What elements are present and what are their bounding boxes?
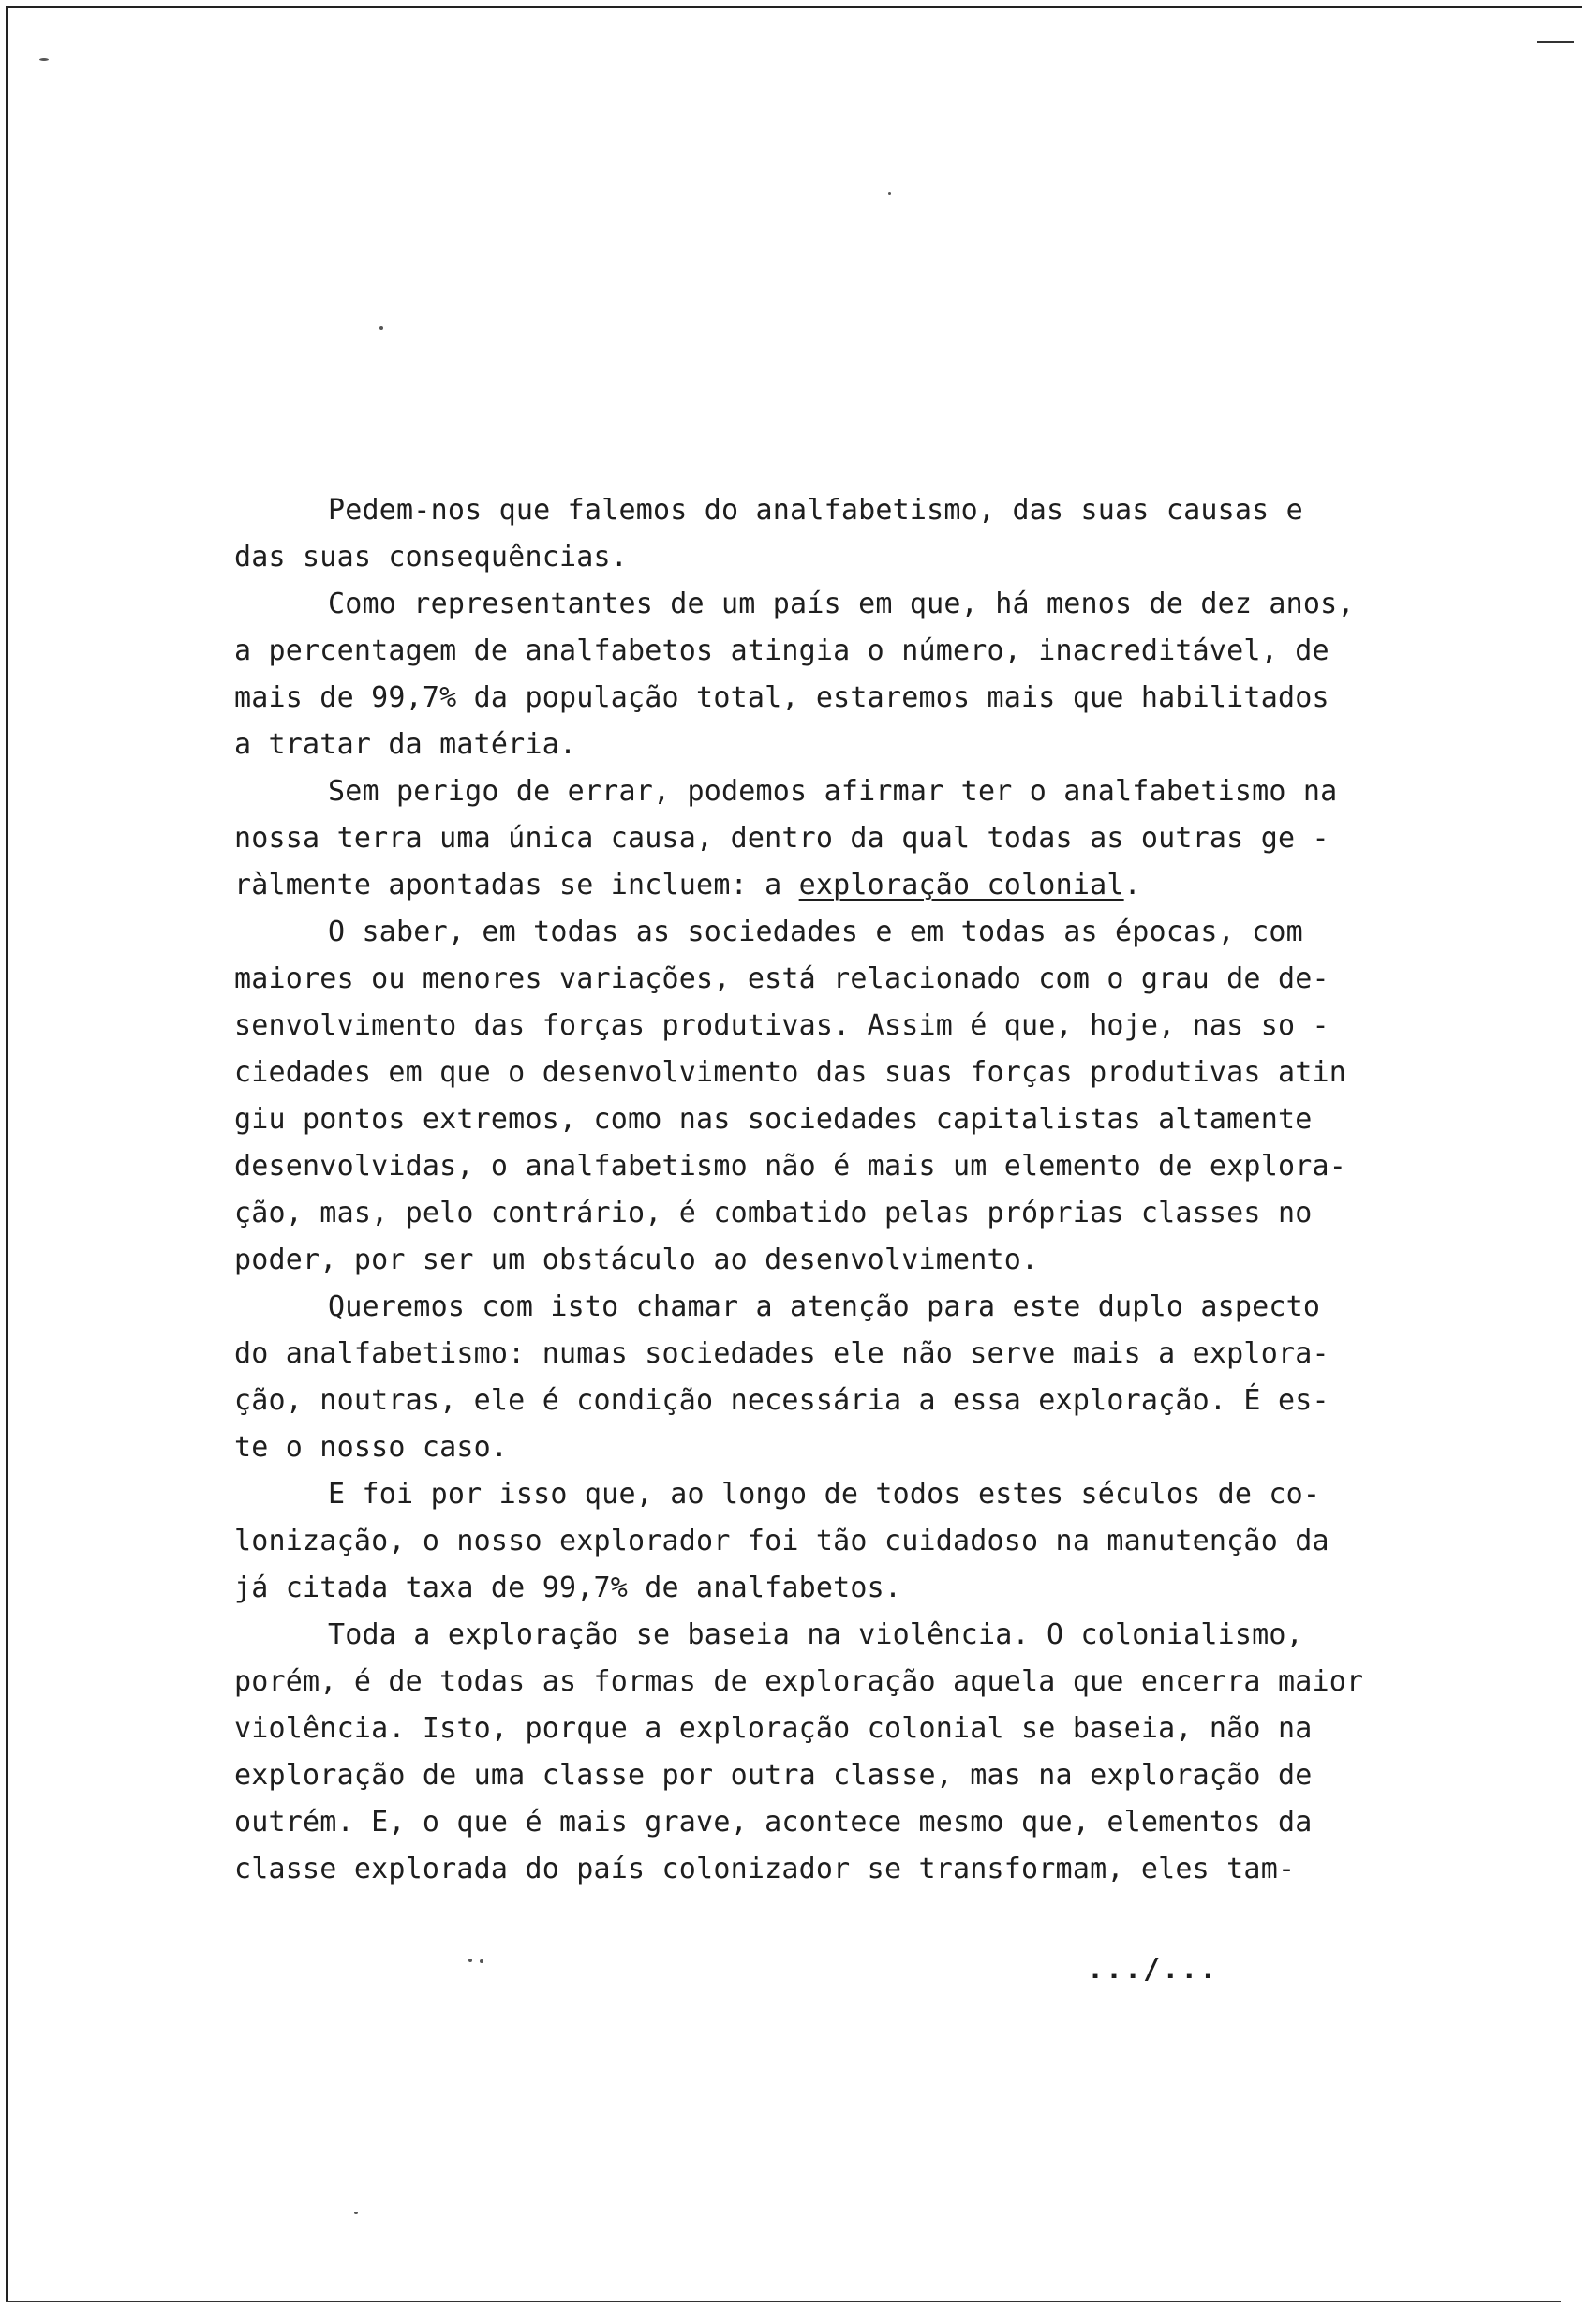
line-text: a percentagem de analfabetos atingia o número, inacreditável, de xyxy=(234,634,1329,667)
line-text: Como representantes de um país em que, há menos de dez anos, xyxy=(328,588,1355,620)
text-line xyxy=(234,534,1494,581)
scan-speck xyxy=(888,192,891,195)
line-text: desenvolvidas, o analfabetismo não é mais um elemento de explora- xyxy=(234,1150,1346,1183)
underlined-phrase: exploração colonial xyxy=(798,869,1124,901)
text-line xyxy=(234,1050,1494,1096)
line-text: E foi por isso que, ao longo de todos estes séculos de co- xyxy=(328,1478,1321,1511)
scan-speck xyxy=(354,2212,358,2214)
text-line xyxy=(234,1378,1494,1424)
text-line xyxy=(234,1003,1494,1050)
page-border-bottom xyxy=(6,2301,1561,2302)
line-text: nossa terra uma única causa, dentro da qual todas as outras ge - xyxy=(234,822,1329,855)
line-text: ràlmente apontadas se incluem: a xyxy=(234,869,799,901)
line-text: a tratar da matéria. xyxy=(234,728,577,761)
text-line xyxy=(234,1752,1494,1799)
text-line xyxy=(234,815,1494,862)
line-text: senvolvimento das forças produtivas. Assim é que, hoje, nas so - xyxy=(234,1009,1329,1042)
document-body xyxy=(234,487,1494,1893)
page-border-top xyxy=(7,6,1582,8)
line-text: maiores ou menores variações, está relacionado com o grau de de- xyxy=(234,962,1329,995)
line-text: classe explorada do país colonizador se transformam, eles tam- xyxy=(234,1853,1296,1885)
line-text-end: . xyxy=(1123,869,1141,901)
text-line xyxy=(234,1612,1494,1659)
text-line xyxy=(234,581,1494,628)
text-line xyxy=(234,909,1494,956)
scan-speck xyxy=(480,1959,483,1963)
text-line xyxy=(234,1284,1494,1331)
line-text: porém, é de todas as formas de exploração aquela que encerra maior xyxy=(234,1665,1364,1698)
line-text: Sem perigo de errar, podemos afirmar ter o analfabetismo na xyxy=(328,775,1338,808)
page-border-left xyxy=(6,6,8,2302)
scan-speck xyxy=(468,1959,472,1962)
text-line xyxy=(234,1659,1494,1706)
scan-speck xyxy=(39,58,49,61)
text-line xyxy=(234,956,1494,1003)
line-text: te o nosso caso. xyxy=(234,1431,509,1464)
text-line xyxy=(234,1799,1494,1846)
text-line xyxy=(234,1190,1494,1237)
text-line xyxy=(234,1706,1494,1752)
scan-speck xyxy=(379,326,383,330)
corner-mark xyxy=(1537,41,1574,43)
text-line xyxy=(234,722,1494,768)
continuation-mark: .../... xyxy=(1087,1953,1219,1986)
line-text: já citada taxa de 99,7% de analfabetos. xyxy=(234,1572,902,1604)
text-line xyxy=(234,1237,1494,1284)
line-text: outrém. E, o que é mais grave, acontece mesmo que, elementos da xyxy=(234,1806,1313,1839)
text-line xyxy=(234,862,1494,909)
line-text: mais de 99,7% da população total, estaremos mais que habilitados xyxy=(234,681,1329,714)
text-line xyxy=(234,1471,1494,1518)
line-text: ção, mas, pelo contrário, é combatido pelas próprias classes no xyxy=(234,1197,1313,1229)
line-text: Queremos com isto chamar a atenção para este duplo aspecto xyxy=(328,1290,1321,1323)
line-text: Pedem-nos que falemos do analfabetismo, das suas causas e xyxy=(328,494,1303,527)
text-line xyxy=(234,487,1494,534)
text-line xyxy=(234,1846,1494,1893)
text-line xyxy=(234,675,1494,722)
line-text: giu pontos extremos, como nas sociedades capitalistas altamente xyxy=(234,1103,1313,1136)
text-line xyxy=(234,1096,1494,1143)
line-text: poder, por ser um obstáculo ao desenvolvimento. xyxy=(234,1244,1039,1276)
line-text: do analfabetismo: numas sociedades ele não serve mais a explora- xyxy=(234,1337,1329,1370)
text-line xyxy=(234,1143,1494,1190)
text-line xyxy=(234,1518,1494,1565)
line-text: lonização, o nosso explorador foi tão cuidadoso na manutenção da xyxy=(234,1525,1329,1557)
text-line xyxy=(234,768,1494,815)
text-line xyxy=(234,1565,1494,1612)
line-text: exploração de uma classe por outra classe, mas na exploração de xyxy=(234,1759,1313,1792)
line-text: ção, noutras, ele é condição necessária a essa exploração. É es- xyxy=(234,1384,1329,1417)
line-text: O saber, em todas as sociedades e em todas as épocas, com xyxy=(328,916,1303,948)
line-text: ciedades em que o desenvolvimento das suas forças produtivas atin xyxy=(234,1056,1346,1089)
text-line xyxy=(234,628,1494,675)
text-line xyxy=(234,1424,1494,1471)
text-line xyxy=(234,1331,1494,1378)
line-text: Toda a exploração se baseia na violência. O colonialismo, xyxy=(328,1618,1303,1651)
line-text: das suas consequências. xyxy=(234,541,629,574)
line-text: violência. Isto, porque a exploração colonial se baseia, não na xyxy=(234,1712,1313,1745)
